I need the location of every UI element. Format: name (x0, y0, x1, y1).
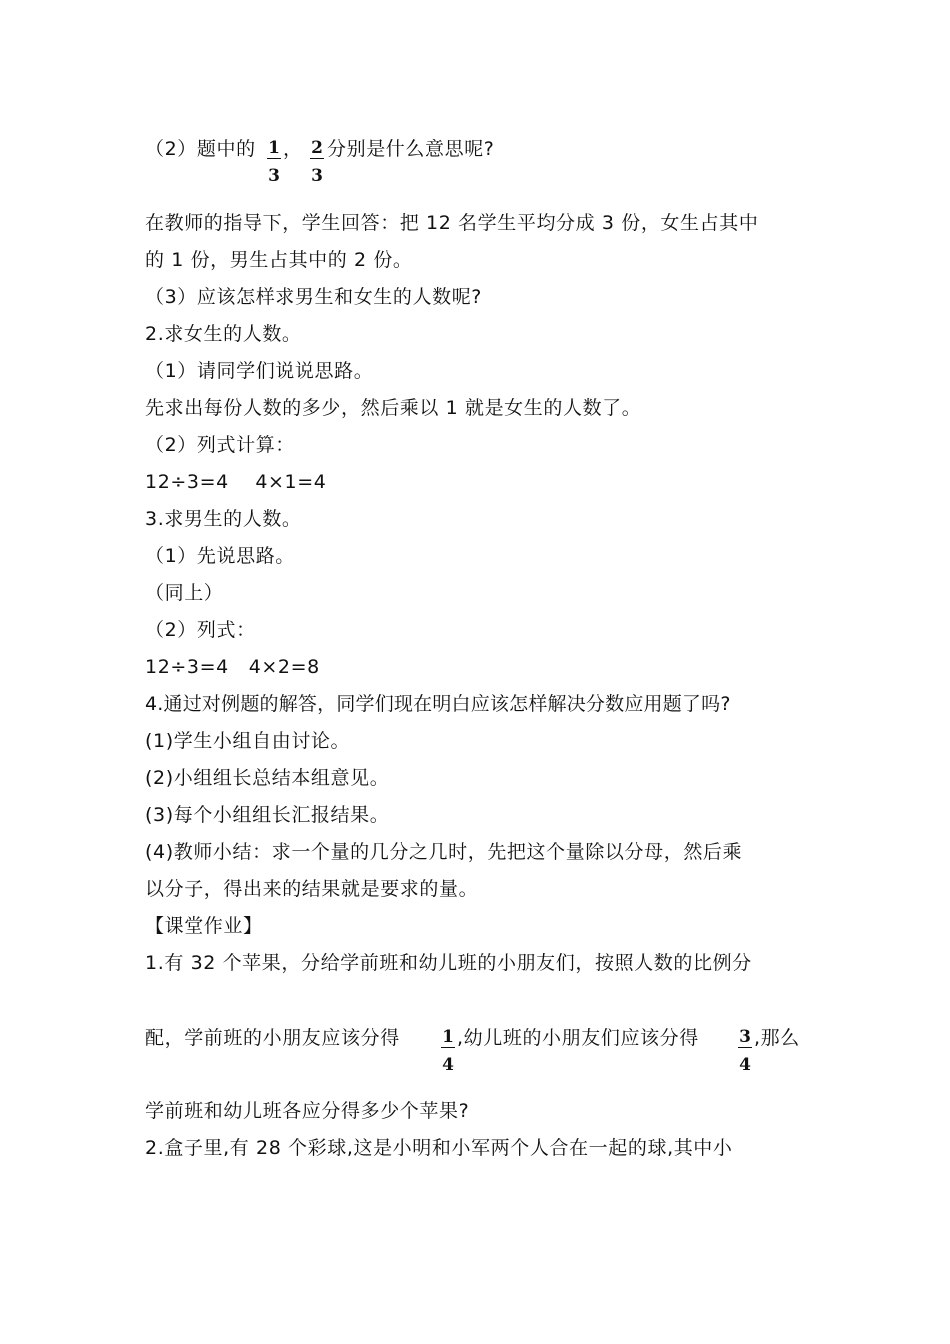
fraction-three-quarters (738, 1028, 752, 1074)
text-line: ,那么 (754, 1027, 800, 1049)
denominator: 3 (311, 166, 323, 186)
text-line: 3.求男生的人数。 (145, 508, 302, 530)
text-line: （2）列式： (145, 619, 256, 641)
text-line: 2.盒子里,有 28 个彩球,这是小明和小军两个人合在一起的球,其中小 (145, 1137, 733, 1159)
fraction-two-thirds (310, 139, 324, 185)
denominator: 3 (268, 166, 280, 186)
text-line: （1）先说思路。 (145, 545, 295, 567)
denominator: 4 (442, 1055, 454, 1075)
text-line: （3）应该怎样求男生和女生的人数呢? (145, 286, 482, 308)
section-heading: 【课堂作业】 (145, 915, 263, 937)
text-line: 先求出每份人数的多少，然后乘以 1 就是女生的人数了。 (145, 397, 642, 419)
text-line: (2)小组组长总结本组意见。 (145, 767, 390, 789)
numerator: 1 (268, 138, 280, 158)
text-line: (3)每个小组组长汇报结果。 (145, 804, 390, 826)
fraction-one-quarter (441, 1028, 455, 1074)
text-line: ， (283, 138, 303, 160)
numerator: 3 (739, 1027, 751, 1047)
fraction-one-third (267, 139, 281, 185)
text-line: （2）题中的 (145, 138, 256, 160)
text-line: 配，学前班的小朋友应该分得 (145, 1027, 400, 1049)
text-line: 分别是什么意思呢? (327, 138, 495, 160)
numerator: 2 (311, 138, 323, 158)
text-line: (4)教师小结：求一个量的几分之几时，先把这个量除以分母，然后乘 (145, 841, 743, 863)
text-line: (1)学生小组自由讨论。 (145, 730, 351, 752)
text-line: 12÷3=4 4×2=8 (145, 656, 320, 678)
text-line: 的 1 份，男生占其中的 2 份。 (145, 249, 413, 271)
text-line: （同上） (145, 582, 224, 604)
text-line: 12÷3=4 4×1=4 (145, 471, 327, 493)
text-line: 1.有 32 个苹果，分给学前班和幼儿班的小朋友们，按照人数的比例分 (145, 952, 752, 974)
text-line: ,幼儿班的小朋友们应该分得 (457, 1027, 699, 1049)
text-line: 2.求女生的人数。 (145, 323, 302, 345)
text-line: 在教师的指导下，学生回答：把 12 名学生平均分成 3 份，女生占其中 (145, 212, 759, 234)
text-line: 学前班和幼儿班各应分得多少个苹果? (145, 1100, 470, 1122)
denominator: 4 (739, 1055, 751, 1075)
text-line: （1）请同学们说说思路。 (145, 360, 374, 382)
text-line: （2）列式计算： (145, 434, 295, 456)
text-line: 以分子，得出来的结果就是要求的量。 (145, 878, 479, 900)
text-line: 4.通过对例题的解答，同学们现在明白应该怎样解决分数应用题了吗? (145, 693, 731, 715)
numerator: 1 (442, 1027, 454, 1047)
